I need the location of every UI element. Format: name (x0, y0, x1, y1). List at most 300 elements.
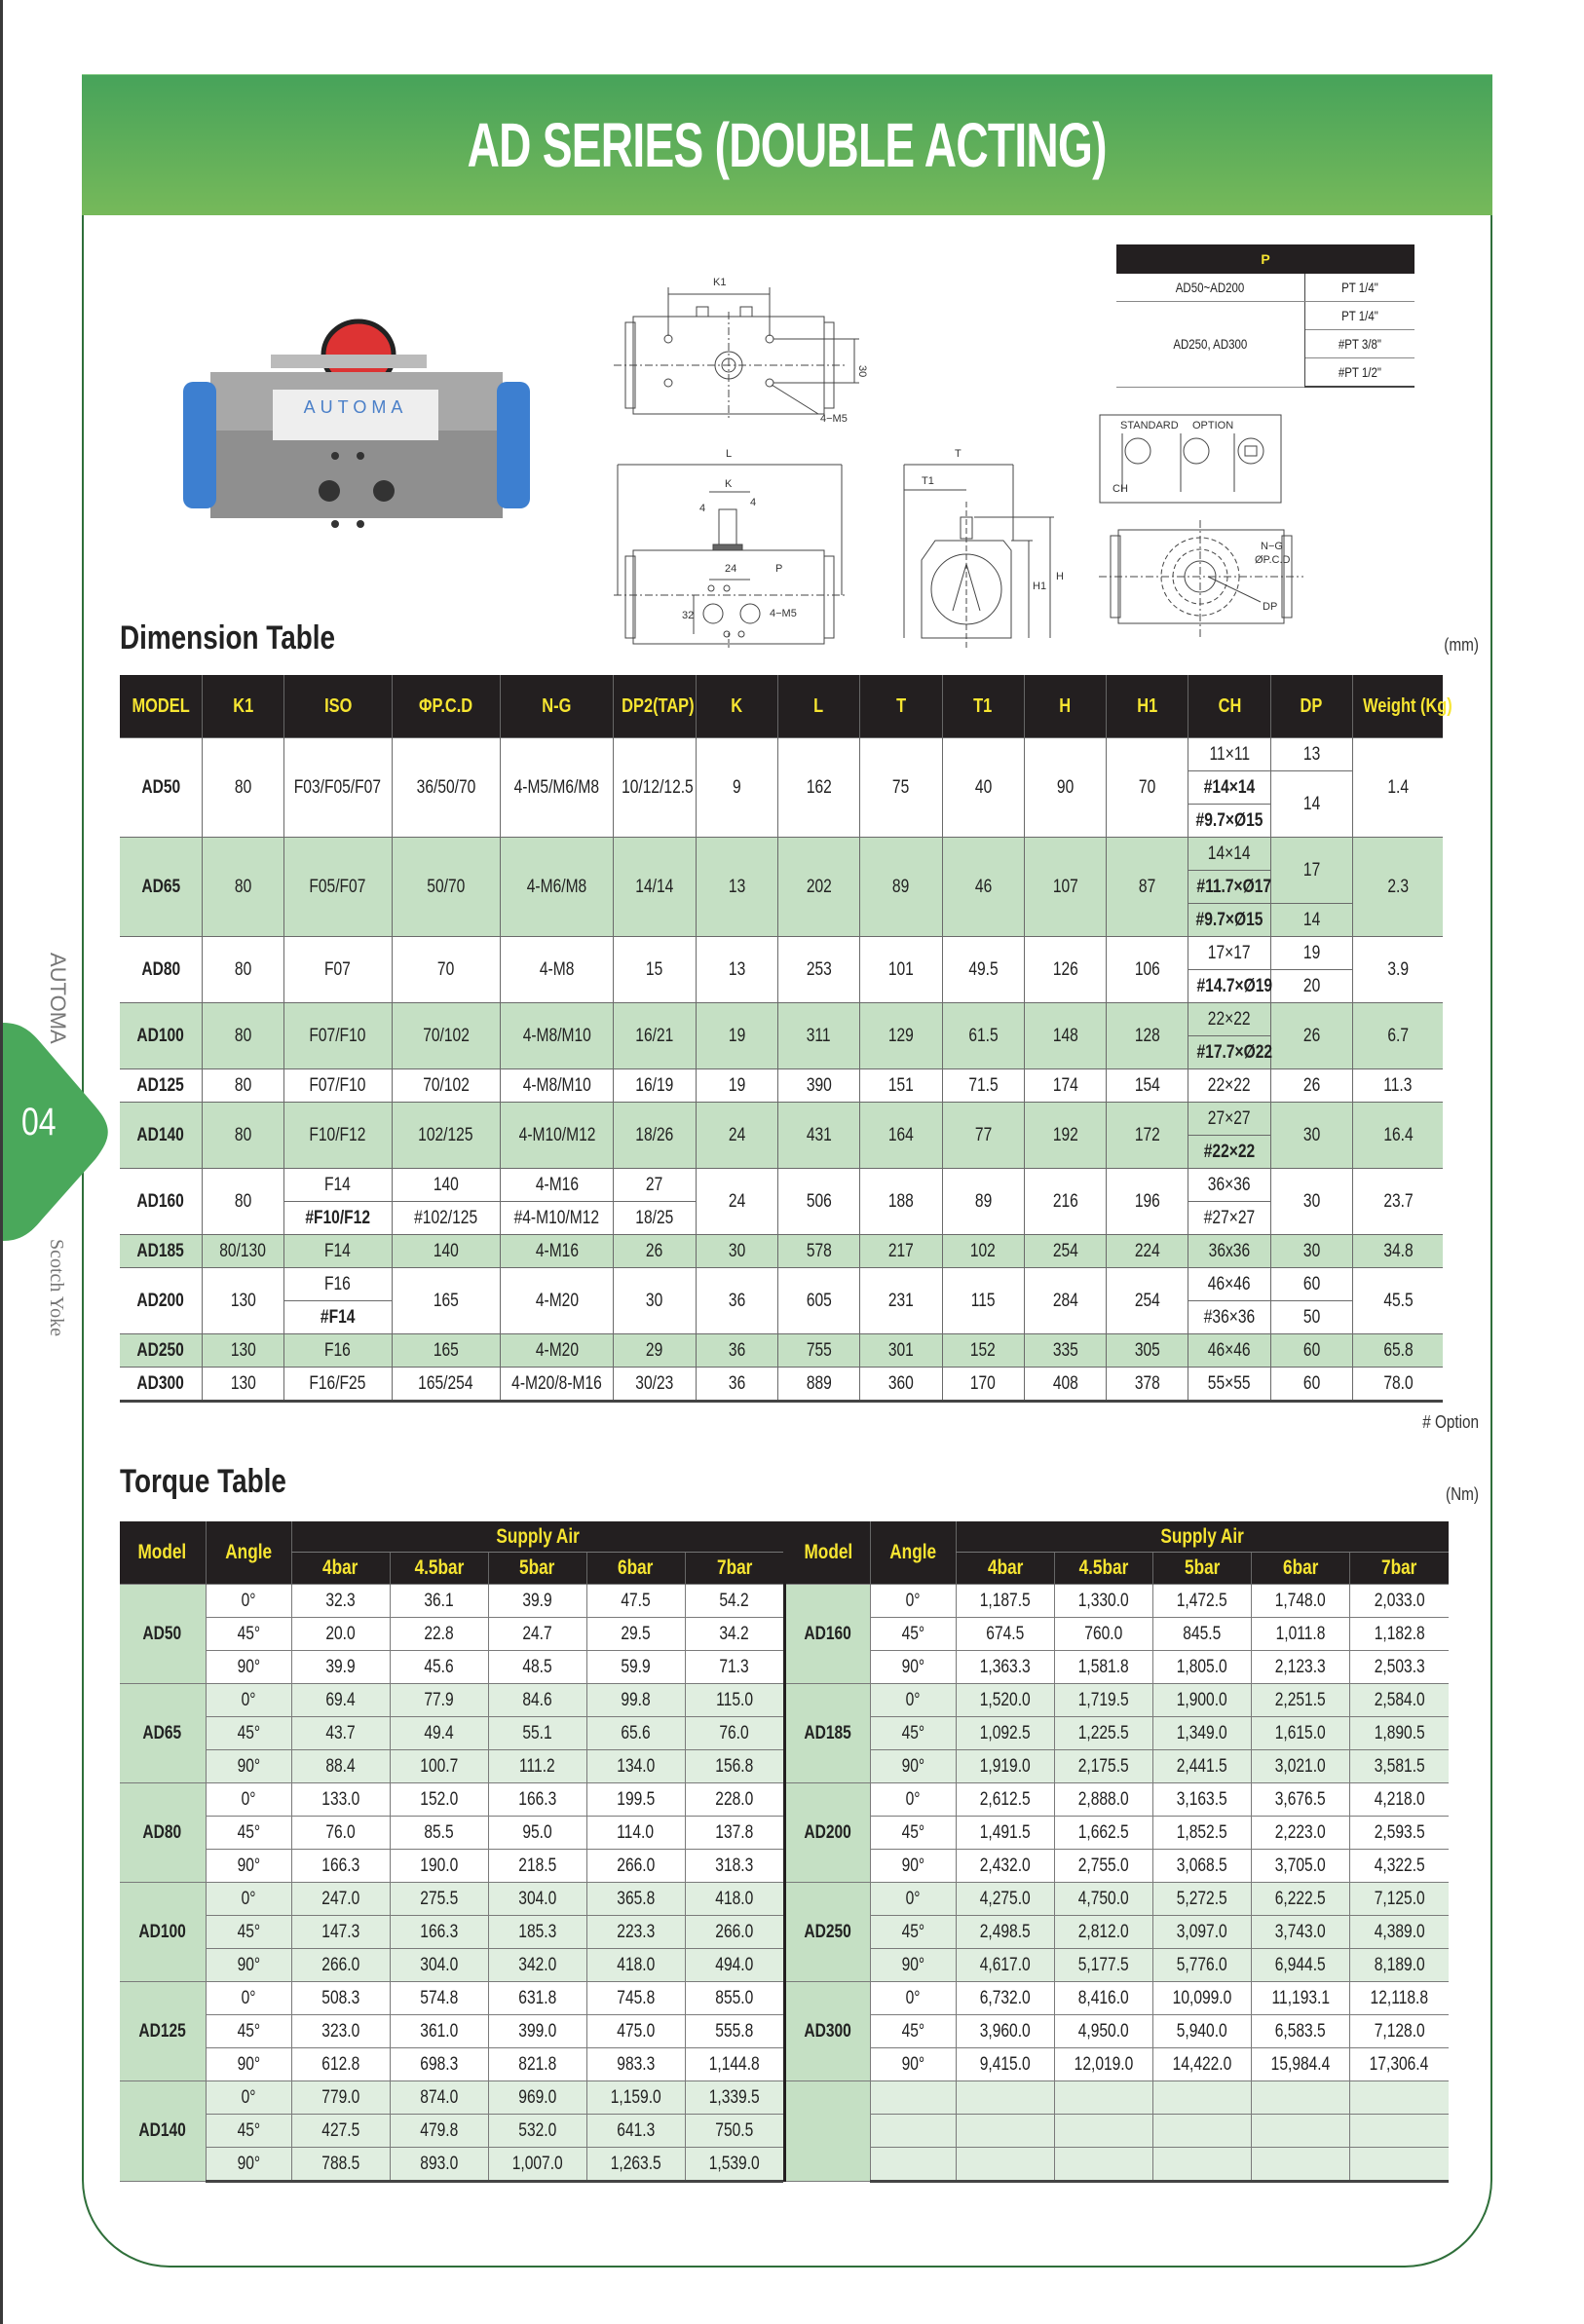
torque-value-cell: 3,068.5 (1153, 1850, 1252, 1883)
dim-header-cell: ΦP.C.D (392, 675, 500, 738)
dim-weight-cell: 11.3 (1353, 1069, 1444, 1103)
torque-value-cell: 304.0 (488, 1883, 586, 1916)
torque-row (785, 1783, 1449, 1817)
torque-value-cell: 4,750.0 (1055, 1883, 1153, 1916)
torque-model-cell: AD140 (120, 2081, 206, 2182)
torque-row (785, 1684, 1449, 1717)
dim-cell: 106 (1107, 937, 1188, 1003)
dim-cell: F05/F07 (284, 838, 392, 937)
torque-angle-cell: 45° (206, 2115, 291, 2148)
dim-weight-cell: 34.8 (1353, 1235, 1444, 1268)
dim-cell: 70/102 (392, 1003, 500, 1069)
torque-value-cell (1055, 2081, 1153, 2115)
torque-value-cell: 156.8 (685, 1750, 783, 1783)
torque-value-cell: 5,776.0 (1153, 1949, 1252, 1982)
dim-cell: 80 (202, 937, 283, 1003)
top-view-drawing (604, 258, 886, 433)
torque-value-cell: 115.0 (685, 1684, 783, 1717)
dim-cell: 30/23 (614, 1368, 696, 1402)
torque-value-cell: 3,581.5 (1350, 1750, 1449, 1783)
torque-unit: (Nm) (1446, 1484, 1479, 1504)
dim-cell: 254 (1024, 1235, 1106, 1268)
port-value: #PT 1/2" (1304, 358, 1414, 388)
dim-p: P (775, 563, 783, 575)
dim-cell: 174 (1024, 1069, 1106, 1103)
dim-cell: 253 (777, 937, 859, 1003)
torque-value-cell: 69.4 (291, 1684, 390, 1717)
torque-value-cell: 3,097.0 (1153, 1916, 1252, 1949)
torque-value-cell: 1,852.5 (1153, 1817, 1252, 1850)
dim-cell: 254 (1107, 1268, 1188, 1334)
torque-value-cell: 49.4 (390, 1717, 488, 1750)
dim-cell: 80 (202, 1069, 283, 1103)
torque-header-row (120, 1521, 783, 1553)
dim-table-row (120, 1235, 1443, 1268)
torque-angle-cell: 0° (871, 1684, 957, 1717)
torque-value-cell: 45.6 (390, 1651, 488, 1684)
dim-cell: 26 (1270, 1003, 1352, 1069)
torque-row (120, 1949, 783, 1982)
dim-model-cell: AD185 (120, 1235, 202, 1268)
dim-cell: 378 (1107, 1368, 1188, 1402)
dim-cell: 506 (777, 1169, 859, 1235)
dim-l: L (726, 448, 733, 460)
torque-value-cell: 1,349.0 (1153, 1717, 1252, 1750)
dim-cell: 170 (942, 1368, 1024, 1402)
torque-value-cell (1153, 2148, 1252, 2182)
dim-ch-cell: 22×22 (1188, 1069, 1270, 1103)
dim-weight-cell: 3.9 (1353, 937, 1444, 1003)
torque-value-cell: 1,263.5 (586, 2148, 685, 2182)
dim-cell: 24 (696, 1103, 777, 1169)
port-model: AD50~AD200 (1116, 274, 1304, 302)
dim-cell: 162 (777, 738, 859, 838)
torque-value-cell: 85.5 (390, 1817, 488, 1850)
dim-cell: 224 (1107, 1235, 1188, 1268)
torque-value-cell: 3,743.0 (1252, 1916, 1350, 1949)
dim-cell: 130 (202, 1368, 283, 1402)
dim-cell: 87 (1107, 838, 1188, 937)
torque-value-cell: 983.3 (586, 2048, 685, 2081)
torque-value-cell: 8,189.0 (1350, 1949, 1449, 1982)
torque-value-cell: 190.0 (390, 1850, 488, 1883)
dim-cell: 4-M20 (500, 1268, 613, 1334)
dim-cell: 26 (614, 1235, 696, 1268)
torque-value-cell: 1,330.0 (1055, 1585, 1153, 1618)
torque-value-cell (957, 2115, 1055, 2148)
torque-value-cell: 641.3 (586, 2115, 685, 2148)
torque-value-cell: 111.2 (488, 1750, 586, 1783)
dim-cell: F14 (284, 1235, 392, 1268)
dim-table-row (120, 1334, 1443, 1368)
torque-angle-cell: 90° (206, 1949, 291, 1982)
torque-header-pressure: 4bar (957, 1553, 1055, 1585)
torque-value-cell: 969.0 (488, 2081, 586, 2115)
torque-value-cell (1252, 2148, 1350, 2182)
dim-cell: 152 (942, 1334, 1024, 1368)
dim-header-cell: MODEL (120, 675, 202, 738)
torque-row (785, 1651, 1449, 1684)
dim-cell: 80 (202, 1003, 283, 1069)
dim-header-cell: Weight (Kg) (1353, 675, 1444, 738)
dim-header-cell: K (696, 675, 777, 738)
torque-value-cell: 1,144.8 (685, 2048, 783, 2081)
torque-value-cell: 788.5 (291, 2148, 390, 2182)
dim-header-cell: H (1024, 675, 1106, 738)
shaft-options-drawing (1099, 414, 1284, 506)
torque-angle-cell: 90° (206, 1651, 291, 1684)
torque-row (120, 2081, 783, 2115)
port-header: P (1116, 244, 1414, 274)
torque-angle-cell: 0° (871, 1783, 957, 1817)
torque-row (785, 1949, 1449, 1982)
dim-t1: T1 (922, 475, 934, 487)
dim-cell: 13 (696, 838, 777, 937)
dim-ch-cell: 36×36 (1188, 1169, 1270, 1202)
torque-value-cell: 39.9 (488, 1585, 586, 1618)
dim-ch-cell: #9.7×Ø15 (1188, 904, 1270, 937)
torque-angle-cell: 90° (871, 1850, 957, 1883)
torque-value-cell: 39.9 (291, 1651, 390, 1684)
torque-angle-cell: 90° (871, 2048, 957, 2081)
torque-value-cell: 4,617.0 (957, 1949, 1055, 1982)
side-brand: AUTOMA (46, 953, 70, 1044)
torque-angle-cell: 45° (206, 1717, 291, 1750)
torque-angle-cell: 0° (871, 1982, 957, 2015)
dim-30: 30 (856, 365, 868, 378)
dim-ch-cell: 14×14 (1188, 838, 1270, 871)
dim-cell: 70 (1107, 738, 1188, 838)
side-subtitle: Scotch Yoke (46, 1239, 67, 1337)
torque-value-cell: 5,272.5 (1153, 1883, 1252, 1916)
dim-cell: 284 (1024, 1268, 1106, 1334)
torque-value-cell: 20.0 (291, 1618, 390, 1651)
torque-value-cell (1350, 2115, 1449, 2148)
dim-cell: 80 (202, 1103, 283, 1169)
torque-value-cell: 9,415.0 (957, 2048, 1055, 2081)
dim-cell: 126 (1024, 937, 1106, 1003)
torque-row (120, 1916, 783, 1949)
torque-angle-cell: 45° (871, 1817, 957, 1850)
torque-angle-cell: 0° (871, 1585, 957, 1618)
option-note: # Option (1422, 1412, 1479, 1432)
torque-value-cell: 152.0 (390, 1783, 488, 1817)
chapter-number: 04 (21, 1101, 57, 1143)
label-ng: N−G (1261, 541, 1283, 552)
torque-model-cell: AD300 (785, 1982, 871, 2081)
torque-value-cell: 5,177.5 (1055, 1949, 1153, 1982)
torque-angle-cell: 0° (206, 1883, 291, 1916)
dimension-table (120, 675, 1452, 1403)
torque-value-cell (1252, 2081, 1350, 2115)
torque-value-cell: 3,705.0 (1252, 1850, 1350, 1883)
dim-cell: 102/125 (392, 1103, 500, 1169)
torque-value-cell: 1,472.5 (1153, 1585, 1252, 1618)
torque-value-cell: 275.5 (390, 1883, 488, 1916)
torque-value-cell: 745.8 (586, 1982, 685, 2015)
dim-model-cell: AD65 (120, 838, 202, 937)
dim-ch-cell: #14×14 (1188, 771, 1270, 805)
torque-row (120, 2148, 783, 2182)
torque-value-cell: 114.0 (586, 1817, 685, 1850)
torque-value-cell: 12,019.0 (1055, 2048, 1153, 2081)
torque-angle-cell: 0° (871, 1883, 957, 1916)
torque-header-pressure: 7bar (1350, 1553, 1449, 1585)
torque-value-cell: 247.0 (291, 1883, 390, 1916)
torque-row (785, 1717, 1449, 1750)
torque-value-cell: 134.0 (586, 1750, 685, 1783)
torque-value-cell: 2,498.5 (957, 1916, 1055, 1949)
torque-value-cell: 55.1 (488, 1717, 586, 1750)
torque-value-cell: 2,251.5 (1252, 1684, 1350, 1717)
torque-row (120, 1750, 783, 1783)
side-view-drawing (896, 443, 1072, 648)
dim-cell: 30 (614, 1268, 696, 1334)
torque-value-cell: 1,719.5 (1055, 1684, 1153, 1717)
dim-ch-cell: 36x36 (1188, 1235, 1270, 1268)
dim-cell: 605 (777, 1268, 859, 1334)
torque-row (120, 1817, 783, 1850)
dim-cell: 4-M20/8-M16 (500, 1368, 613, 1402)
dim-cell: 216 (1024, 1169, 1106, 1235)
torque-angle-cell (871, 2148, 957, 2182)
dim-cell: 4-M16 (500, 1235, 613, 1268)
torque-angle-cell: 0° (206, 1783, 291, 1817)
torque-row (785, 1618, 1449, 1651)
torque-row (120, 1850, 783, 1883)
torque-value-cell (1153, 2115, 1252, 2148)
torque-value-cell: 71.3 (685, 1651, 783, 1684)
torque-model-cell: AD80 (120, 1783, 206, 1883)
dim-cell: 40 (942, 738, 1024, 838)
torque-value-cell: 12,118.8 (1350, 1982, 1449, 2015)
dim-cell: 14 (1270, 904, 1352, 937)
dim-k: K (725, 478, 733, 490)
torque-table-title: Torque Table (120, 1463, 286, 1500)
torque-value-cell: 574.8 (390, 1982, 488, 2015)
torque-value-cell: 361.0 (390, 2015, 488, 2048)
dim-cell: 30 (1270, 1103, 1352, 1169)
torque-value-cell: 7,125.0 (1350, 1883, 1449, 1916)
dim-cell: 154 (1107, 1069, 1188, 1103)
torque-value-cell: 418.0 (685, 1883, 783, 1916)
dim-cell: 61.5 (942, 1003, 1024, 1069)
dim-cell: 60 (1270, 1334, 1352, 1368)
dim-ch-cell: 55×55 (1188, 1368, 1270, 1402)
dim-cell: 202 (777, 838, 859, 937)
torque-header-row (785, 1521, 1449, 1553)
torque-value-cell: 14,422.0 (1153, 2048, 1252, 2081)
torque-value-cell: 1,539.0 (685, 2148, 783, 2182)
dim-cell: F07 (284, 937, 392, 1003)
dim-cell: 107 (1024, 838, 1106, 937)
torque-value-cell (1350, 2081, 1449, 2115)
torque-header-supply-air: Supply Air (291, 1521, 783, 1553)
torque-value-cell: 95.0 (488, 1817, 586, 1850)
torque-row (785, 2115, 1449, 2148)
torque-value-cell: 266.0 (291, 1949, 390, 1982)
torque-header-pressure: 7bar (685, 1553, 783, 1585)
torque-value-cell (1055, 2148, 1153, 2182)
dim-cell: 30 (1270, 1235, 1352, 1268)
label-ch: CH (1113, 483, 1128, 495)
torque-value-cell: 318.3 (685, 1850, 783, 1883)
dim-cell: 4-M8/M10 (500, 1003, 613, 1069)
dim-cell: 36/50/70 (392, 738, 500, 838)
torque-value-cell: 137.8 (685, 1817, 783, 1850)
torque-value-cell: 1,581.8 (1055, 1651, 1153, 1684)
label-dp: DP (1263, 601, 1278, 613)
torque-angle-cell: 45° (871, 2015, 957, 2048)
dim-cell: 17 (1270, 838, 1352, 904)
torque-model-cell: AD185 (785, 1684, 871, 1783)
dim-cell: 20 (1270, 970, 1352, 1003)
torque-value-cell: 2,441.5 (1153, 1750, 1252, 1783)
torque-angle-cell: 45° (206, 2015, 291, 2048)
torque-value-cell: 2,612.5 (957, 1783, 1055, 1817)
torque-value-cell: 133.0 (291, 1783, 390, 1817)
dim-cell: 26 (1270, 1069, 1352, 1103)
torque-value-cell: 399.0 (488, 2015, 586, 2048)
dim-cell: 70/102 (392, 1069, 500, 1103)
dim-cell: 75 (860, 738, 942, 838)
dim-header-cell: CH (1188, 675, 1270, 738)
dim-ch-cell: 27×27 (1188, 1103, 1270, 1136)
dim-cell: 4-M16 (500, 1169, 613, 1202)
torque-angle-cell: 0° (206, 1684, 291, 1717)
label-option: OPTION (1192, 420, 1234, 431)
dim-cell: #F14 (284, 1301, 392, 1334)
dim-cell: 29 (614, 1334, 696, 1368)
dim-24: 24 (725, 563, 737, 575)
torque-value-cell: 418.0 (586, 1949, 685, 1982)
dim-cell: 755 (777, 1334, 859, 1368)
dim-table-row (120, 1003, 1443, 1036)
torque-value-cell: 2,593.5 (1350, 1817, 1449, 1850)
dim-cell: 36 (696, 1268, 777, 1334)
dim-cell: 4-M20 (500, 1334, 613, 1368)
dim-table-row (120, 937, 1443, 970)
dim-cell: F07/F10 (284, 1003, 392, 1069)
torque-value-cell: 223.3 (586, 1916, 685, 1949)
dim-cell: 70 (392, 937, 500, 1003)
torque-value-cell: 266.0 (685, 1916, 783, 1949)
dim-cell: 408 (1024, 1368, 1106, 1402)
torque-value-cell: 166.3 (291, 1850, 390, 1883)
dim-h: H (1056, 571, 1064, 582)
torque-value-cell: 29.5 (586, 1618, 685, 1651)
torque-value-cell: 1,900.0 (1153, 1684, 1252, 1717)
dim-table-row (120, 1368, 1443, 1402)
torque-value-cell: 612.8 (291, 2048, 390, 2081)
torque-value-cell: 1,092.5 (957, 1717, 1055, 1750)
dim-cell: 18/26 (614, 1103, 696, 1169)
torque-value-cell: 76.0 (685, 1717, 783, 1750)
torque-row (785, 2081, 1449, 2115)
torque-value-cell: 2,123.3 (1252, 1651, 1350, 1684)
dim-cell: 30 (696, 1235, 777, 1268)
dim-cell: 13 (1270, 738, 1352, 771)
dim-cell: 80 (202, 838, 283, 937)
dim-cell: 889 (777, 1368, 859, 1402)
dim-cell: F16 (284, 1268, 392, 1301)
dim-cell: 19 (1270, 937, 1352, 970)
torque-value-cell: 1,748.0 (1252, 1585, 1350, 1618)
dim-k1: K1 (713, 277, 727, 288)
torque-row (785, 2015, 1449, 2048)
dim-cell: 335 (1024, 1334, 1106, 1368)
torque-value-cell: 1,805.0 (1153, 1651, 1252, 1684)
torque-header-angle: Angle (871, 1521, 957, 1585)
torque-value-cell: 48.5 (488, 1651, 586, 1684)
torque-value-cell: 6,583.5 (1252, 2015, 1350, 2048)
torque-model-cell: AD50 (120, 1585, 206, 1684)
torque-angle-cell: 0° (206, 1585, 291, 1618)
torque-value-cell: 1,225.5 (1055, 1717, 1153, 1750)
torque-model-cell (785, 2081, 871, 2182)
torque-value-cell: 54.2 (685, 1585, 783, 1618)
dim-cell: 24 (696, 1169, 777, 1235)
dim-cell: 9 (696, 738, 777, 838)
torque-value-cell: 88.4 (291, 1750, 390, 1783)
torque-value-cell: 7,128.0 (1350, 2015, 1449, 2048)
torque-value-cell: 6,732.0 (957, 1982, 1055, 2015)
dim-table-row (120, 1169, 1443, 1202)
torque-row (785, 2048, 1449, 2081)
torque-value-cell: 2,812.0 (1055, 1916, 1153, 1949)
dim-cell: 71.5 (942, 1069, 1024, 1103)
torque-row (120, 1618, 783, 1651)
torque-value-cell: 874.0 (390, 2081, 488, 2115)
torque-row (120, 1717, 783, 1750)
dim-model-cell: AD160 (120, 1169, 202, 1235)
torque-model-cell: AD160 (785, 1585, 871, 1684)
dim-table-row (120, 1268, 1443, 1301)
torque-value-cell: 1,491.5 (957, 1817, 1055, 1850)
dim-cell: F10/F12 (284, 1103, 392, 1169)
dim-cell: 130 (202, 1268, 283, 1334)
dim-header-cell: DP2(TAP) (614, 675, 696, 738)
dim-cell: 4-M8/M10 (500, 1069, 613, 1103)
torque-value-cell (1153, 2081, 1252, 2115)
dim-cell: 46 (942, 838, 1024, 937)
dim-model-cell: AD250 (120, 1334, 202, 1368)
torque-model-cell: AD200 (785, 1783, 871, 1883)
torque-value-cell: 855.0 (685, 1982, 783, 2015)
dim-cell: 89 (860, 838, 942, 937)
torque-value-cell: 479.8 (390, 2115, 488, 2148)
torque-value-cell: 32.3 (291, 1585, 390, 1618)
title-banner (82, 74, 1492, 215)
torque-value-cell: 5,940.0 (1153, 2015, 1252, 2048)
torque-value-cell (1055, 2115, 1153, 2148)
torque-angle-cell: 0° (206, 2081, 291, 2115)
dim-cell: 60 (1270, 1268, 1352, 1301)
dim-cell: 196 (1107, 1169, 1188, 1235)
dim-cell: #102/125 (392, 1202, 500, 1235)
dim-cell: 165 (392, 1334, 500, 1368)
torque-header-pressure: 4.5bar (1055, 1553, 1153, 1585)
dim-cell: 16/21 (614, 1003, 696, 1069)
torque-value-cell: 698.3 (390, 2048, 488, 2081)
torque-row (785, 1916, 1449, 1949)
torque-value-cell: 3,021.0 (1252, 1750, 1350, 1783)
torque-value-cell: 1,520.0 (957, 1684, 1055, 1717)
dim-ch-cell: #22×22 (1188, 1136, 1270, 1169)
dim-cell: 16/19 (614, 1069, 696, 1103)
torque-value-cell (1252, 2115, 1350, 2148)
dim-weight-cell: 78.0 (1353, 1368, 1444, 1402)
